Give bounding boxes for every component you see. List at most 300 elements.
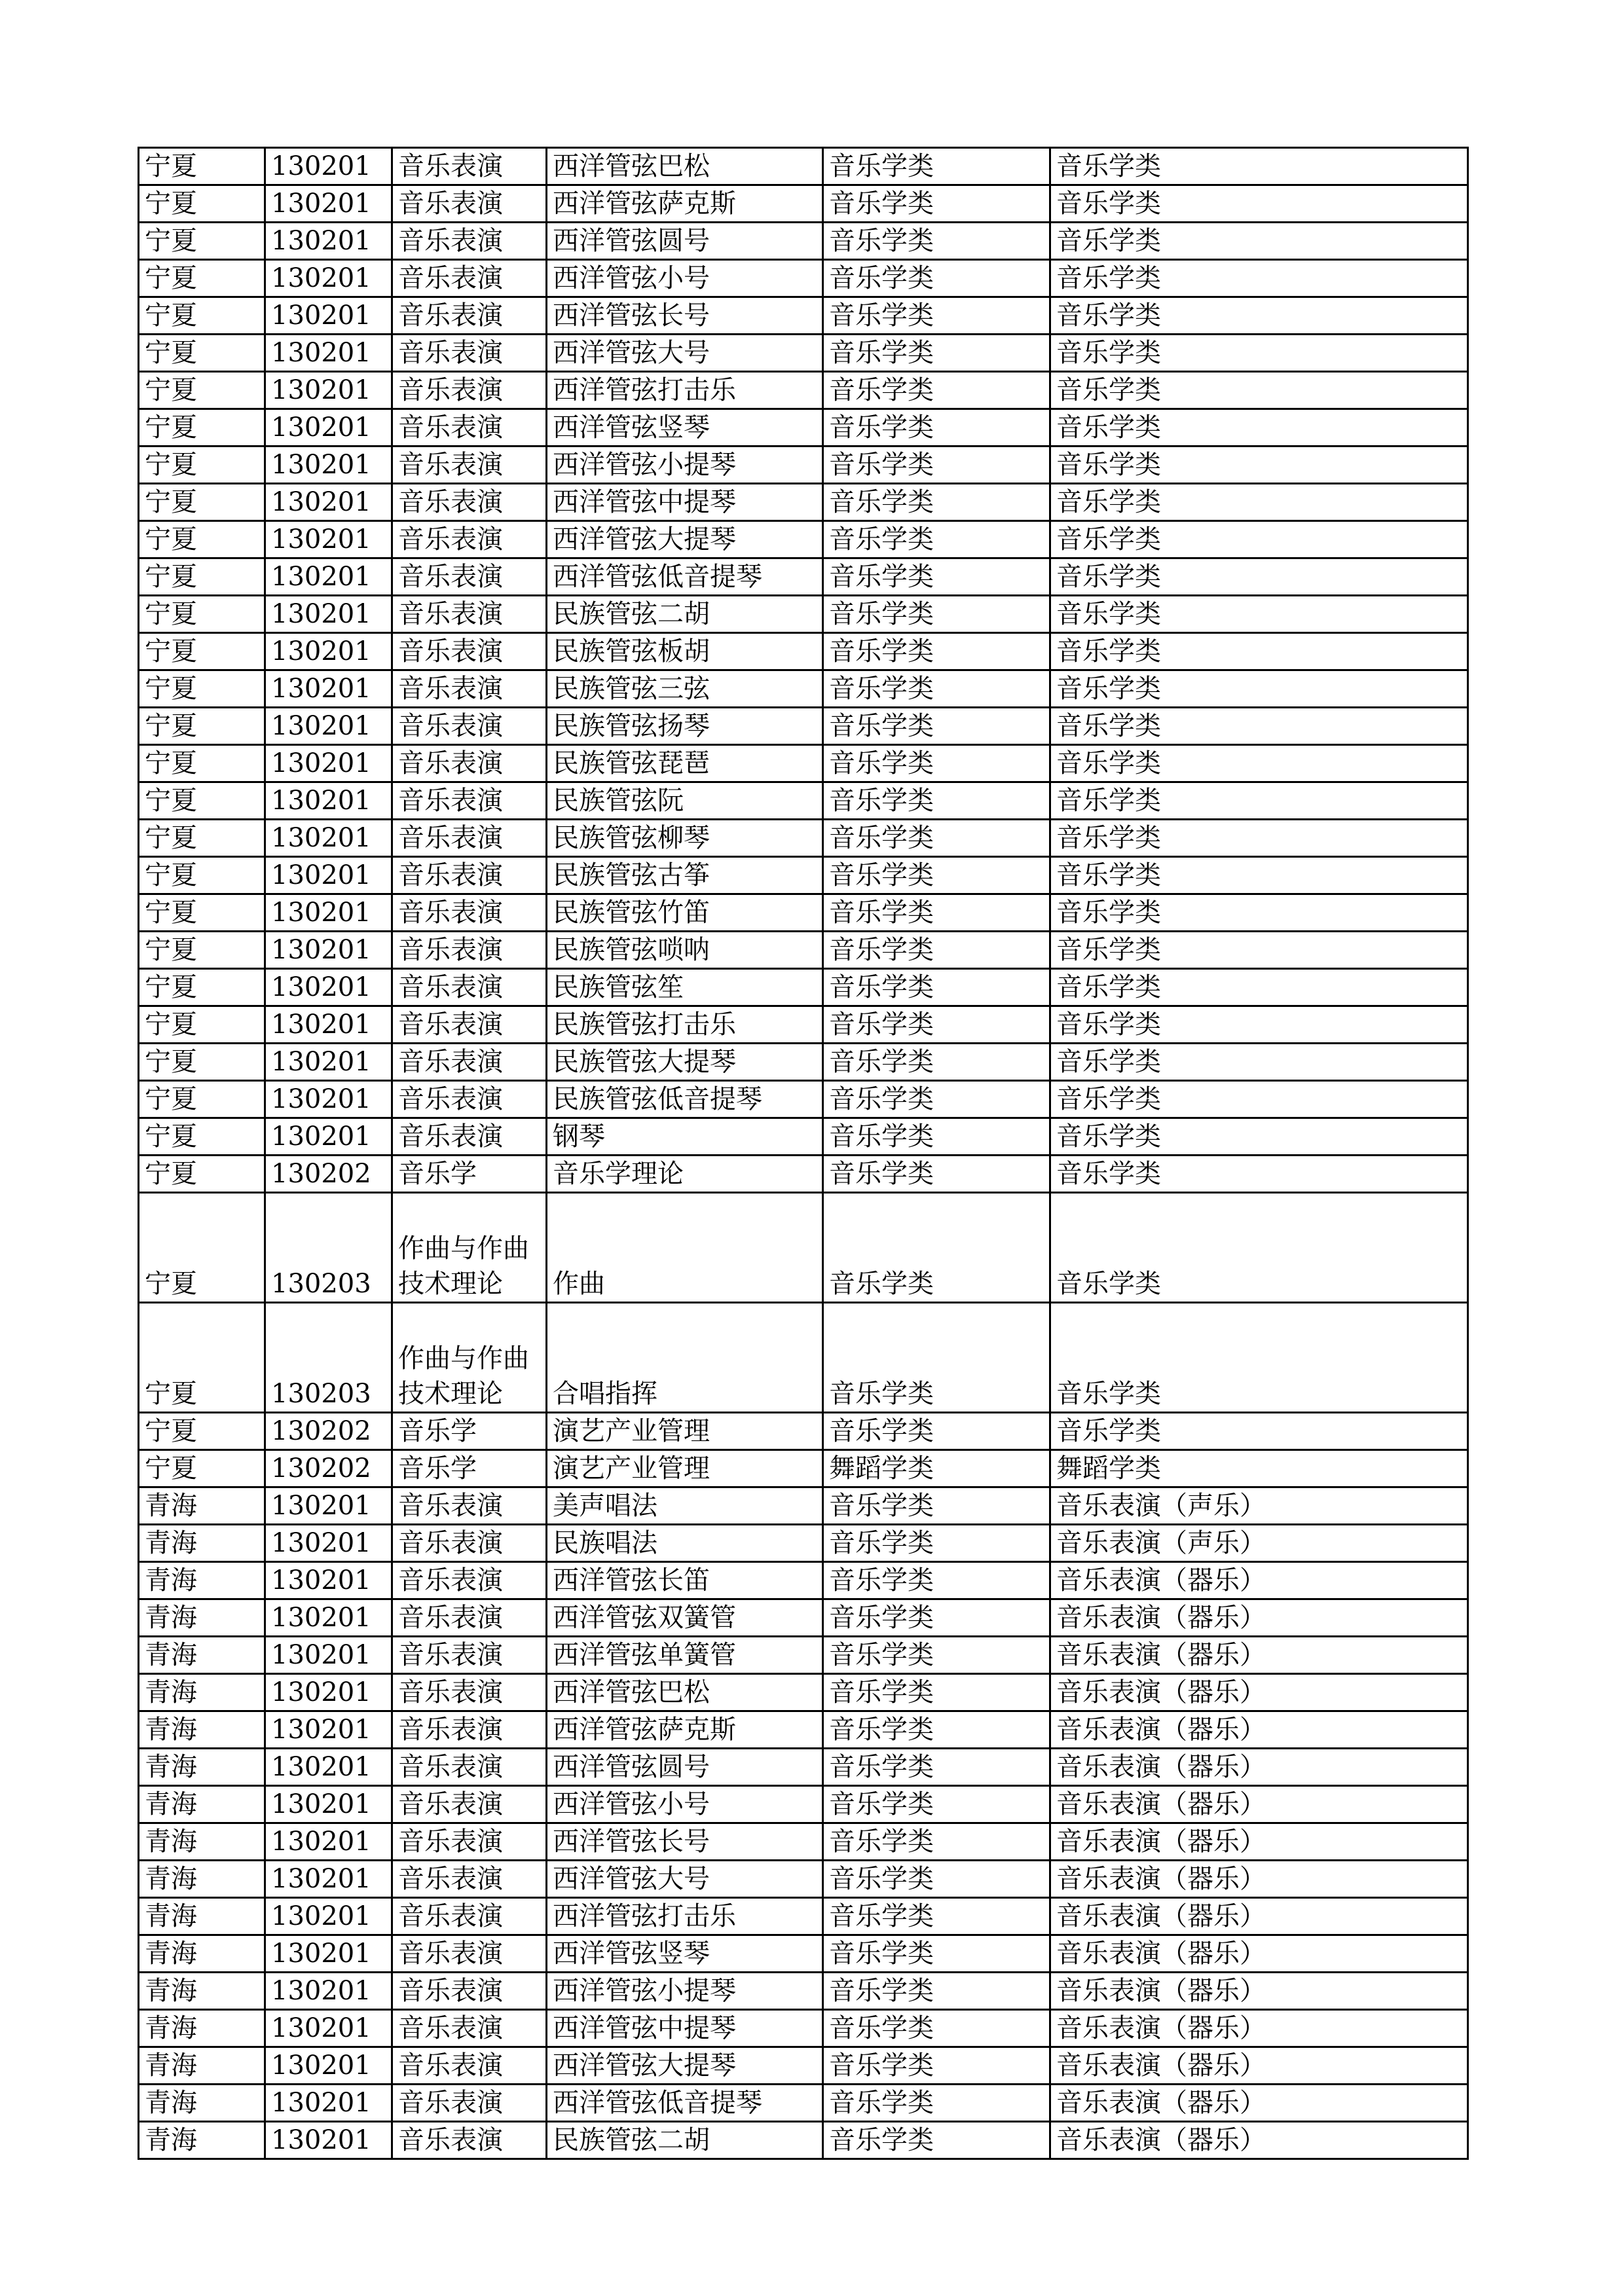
subject-category-cell: 音乐学类	[1050, 1081, 1468, 1118]
major-code-cell: 130201	[265, 2122, 392, 2159]
major-code-cell: 130202	[265, 1450, 392, 1487]
major-name-cell: 音乐学	[392, 1450, 547, 1487]
province-cell: 宁夏	[139, 745, 265, 782]
major-name-cell: 音乐表演	[392, 260, 547, 297]
major-name-cell: 音乐表演	[392, 1637, 547, 1674]
province-cell: 青海	[139, 1674, 265, 1711]
direction-cell: 西洋管弦长号	[547, 1823, 823, 1861]
category-cell: 音乐学类	[823, 1525, 1050, 1562]
major-code-cell: 130201	[265, 1749, 392, 1786]
direction-cell: 民族管弦大提琴	[547, 1044, 823, 1081]
category-cell: 音乐学类	[823, 633, 1050, 670]
major-name-cell: 音乐表演	[392, 1898, 547, 1935]
table-row	[139, 894, 1468, 932]
subject-category-cell: 音乐表演（器乐）	[1050, 1749, 1468, 1786]
direction-cell: 西洋管弦大提琴	[547, 521, 823, 558]
major-name-cell: 音乐表演	[392, 1786, 547, 1823]
province-cell: 宁夏	[139, 335, 265, 372]
province-cell: 青海	[139, 1487, 265, 1525]
subject-category-cell: 音乐学类	[1050, 1156, 1468, 1193]
direction-cell: 西洋管弦巴松	[547, 148, 823, 185]
major-name-cell: 音乐表演	[392, 409, 547, 446]
direction-cell: 西洋管弦打击乐	[547, 1898, 823, 1935]
major-code-cell: 130201	[265, 633, 392, 670]
direction-cell: 西洋管弦长笛	[547, 1562, 823, 1599]
category-cell: 音乐学类	[823, 969, 1050, 1006]
province-cell: 青海	[139, 1599, 265, 1637]
major-code-cell: 130201	[265, 335, 392, 372]
direction-cell: 美声唱法	[547, 1487, 823, 1525]
category-cell: 音乐学类	[823, 1156, 1050, 1193]
subject-category-cell: 音乐表演（声乐）	[1050, 1525, 1468, 1562]
category-cell: 音乐学类	[823, 1303, 1050, 1413]
major-name-cell: 音乐表演	[392, 670, 547, 708]
category-cell: 音乐学类	[823, 521, 1050, 558]
direction-cell: 演艺产业管理	[547, 1413, 823, 1450]
table-row	[139, 1786, 1468, 1823]
major-name-cell: 音乐表演	[392, 223, 547, 260]
subject-category-cell: 音乐学类	[1050, 372, 1468, 409]
major-name-cell: 音乐表演	[392, 1823, 547, 1861]
subject-category-cell: 音乐表演（器乐）	[1050, 1898, 1468, 1935]
major-code-cell: 130201	[265, 932, 392, 969]
table-row	[139, 372, 1468, 409]
category-cell: 音乐学类	[823, 782, 1050, 820]
direction-cell: 西洋管弦低音提琴	[547, 558, 823, 596]
major-name-cell: 音乐学	[392, 1156, 547, 1193]
subject-category-cell: 音乐表演（声乐）	[1050, 1487, 1468, 1525]
subject-category-cell: 音乐学类	[1050, 1303, 1468, 1413]
subject-category-cell: 音乐学类	[1050, 670, 1468, 708]
direction-cell: 民族管弦古筝	[547, 857, 823, 894]
major-name-cell: 音乐表演	[392, 297, 547, 335]
major-name-cell: 音乐表演	[392, 857, 547, 894]
major-code-cell: 130201	[265, 223, 392, 260]
category-cell: 音乐学类	[823, 1413, 1050, 1450]
direction-cell: 民族管弦板胡	[547, 633, 823, 670]
category-cell: 音乐学类	[823, 1599, 1050, 1637]
major-code-cell: 130201	[265, 484, 392, 521]
subject-category-cell: 音乐表演（器乐）	[1050, 1935, 1468, 1973]
table-row	[139, 969, 1468, 1006]
major-code-cell: 130201	[265, 1637, 392, 1674]
table-row	[139, 1487, 1468, 1525]
major-name-cell: 音乐表演	[392, 894, 547, 932]
major-name-cell: 音乐表演	[392, 969, 547, 1006]
major-name-cell: 音乐表演	[392, 335, 547, 372]
major-name-cell: 音乐表演	[392, 1044, 547, 1081]
direction-cell: 西洋管弦圆号	[547, 1749, 823, 1786]
subject-category-cell: 音乐表演（器乐）	[1050, 1861, 1468, 1898]
major-name-cell: 音乐表演	[392, 2122, 547, 2159]
major-code-cell: 130201	[265, 372, 392, 409]
category-cell: 舞蹈学类	[823, 1450, 1050, 1487]
major-code-cell: 130201	[265, 1487, 392, 1525]
category-cell: 音乐学类	[823, 1118, 1050, 1156]
province-cell: 宁夏	[139, 1081, 265, 1118]
category-cell: 音乐学类	[823, 558, 1050, 596]
major-name-cell: 音乐表演	[392, 1711, 547, 1749]
province-cell: 青海	[139, 1711, 265, 1749]
major-code-cell: 130201	[265, 782, 392, 820]
major-name-cell: 音乐表演	[392, 1562, 547, 1599]
subject-category-cell: 音乐表演（器乐）	[1050, 1562, 1468, 1599]
category-cell: 音乐学类	[823, 148, 1050, 185]
major-code-cell: 130201	[265, 1861, 392, 1898]
major-name-cell: 音乐表演	[392, 484, 547, 521]
table-row	[139, 1637, 1468, 1674]
major-code-cell: 130201	[265, 1044, 392, 1081]
category-cell: 音乐学类	[823, 1193, 1050, 1303]
direction-cell: 西洋管弦大提琴	[547, 2047, 823, 2085]
category-cell: 音乐学类	[823, 708, 1050, 745]
direction-cell: 西洋管弦单簧管	[547, 1637, 823, 1674]
table-row	[139, 558, 1468, 596]
province-cell: 青海	[139, 1823, 265, 1861]
province-cell: 宁夏	[139, 857, 265, 894]
table-row	[139, 2085, 1468, 2122]
subject-category-cell: 音乐学类	[1050, 969, 1468, 1006]
province-cell: 宁夏	[139, 782, 265, 820]
table-row	[139, 1044, 1468, 1081]
province-cell: 宁夏	[139, 1044, 265, 1081]
province-cell: 宁夏	[139, 446, 265, 484]
direction-cell: 西洋管弦小提琴	[547, 446, 823, 484]
category-cell: 音乐学类	[823, 2085, 1050, 2122]
major-name-cell: 音乐表演	[392, 558, 547, 596]
major-code-cell: 130201	[265, 670, 392, 708]
table-row	[139, 1973, 1468, 2010]
direction-cell: 西洋管弦竖琴	[547, 409, 823, 446]
province-cell: 宁夏	[139, 185, 265, 223]
direction-cell: 西洋管弦低音提琴	[547, 2085, 823, 2122]
category-cell: 音乐学类	[823, 1562, 1050, 1599]
category-cell: 音乐学类	[823, 223, 1050, 260]
province-cell: 青海	[139, 1935, 265, 1973]
table-row	[139, 446, 1468, 484]
subject-category-cell: 音乐表演（器乐）	[1050, 1973, 1468, 2010]
subject-category-cell: 音乐表演（器乐）	[1050, 2047, 1468, 2085]
direction-cell: 民族管弦二胡	[547, 2122, 823, 2159]
table-row	[139, 932, 1468, 969]
table-row	[139, 745, 1468, 782]
category-cell: 音乐学类	[823, 1006, 1050, 1044]
province-cell: 宁夏	[139, 1450, 265, 1487]
major-name-cell: 作曲与作曲技术理论	[392, 1193, 547, 1303]
subject-category-cell: 音乐学类	[1050, 1413, 1468, 1450]
category-cell: 音乐学类	[823, 1487, 1050, 1525]
province-cell: 宁夏	[139, 260, 265, 297]
major-name-cell: 音乐表演	[392, 820, 547, 857]
table-row	[139, 670, 1468, 708]
province-cell: 青海	[139, 1637, 265, 1674]
table-row	[139, 1525, 1468, 1562]
major-code-cell: 130201	[265, 1823, 392, 1861]
major-name-cell: 音乐表演	[392, 1935, 547, 1973]
major-code-cell: 130201	[265, 745, 392, 782]
province-cell: 青海	[139, 1562, 265, 1599]
table-row	[139, 1450, 1468, 1487]
direction-cell: 钢琴	[547, 1118, 823, 1156]
category-cell: 音乐学类	[823, 1898, 1050, 1935]
major-code-cell: 130201	[265, 148, 392, 185]
major-code-cell: 130202	[265, 1156, 392, 1193]
direction-cell: 西洋管弦双簧管	[547, 1599, 823, 1637]
category-cell: 音乐学类	[823, 894, 1050, 932]
direction-cell: 西洋管弦长号	[547, 297, 823, 335]
subject-category-cell: 音乐学类	[1050, 745, 1468, 782]
direction-cell: 西洋管弦打击乐	[547, 372, 823, 409]
category-cell: 音乐学类	[823, 2047, 1050, 2085]
table-row	[139, 1193, 1468, 1303]
subject-category-cell: 音乐学类	[1050, 820, 1468, 857]
category-cell: 音乐学类	[823, 1973, 1050, 2010]
table-row	[139, 185, 1468, 223]
data-table	[138, 147, 1469, 2160]
major-name-cell: 音乐表演	[392, 1749, 547, 1786]
major-code-cell: 130201	[265, 894, 392, 932]
direction-cell: 西洋管弦圆号	[547, 223, 823, 260]
major-name-cell: 音乐表演	[392, 596, 547, 633]
major-name-cell: 音乐表演	[392, 372, 547, 409]
major-name-cell: 音乐表演	[392, 708, 547, 745]
direction-cell: 西洋管弦巴松	[547, 1674, 823, 1711]
major-name-cell: 音乐表演	[392, 782, 547, 820]
province-cell: 青海	[139, 2010, 265, 2047]
major-code-cell: 130201	[265, 409, 392, 446]
subject-category-cell: 音乐学类	[1050, 335, 1468, 372]
major-name-cell: 音乐表演	[392, 2047, 547, 2085]
major-code-cell: 130201	[265, 446, 392, 484]
direction-cell: 西洋管弦中提琴	[547, 484, 823, 521]
subject-category-cell: 音乐学类	[1050, 409, 1468, 446]
major-code-cell: 130201	[265, 1935, 392, 1973]
major-name-cell: 音乐表演	[392, 633, 547, 670]
subject-category-cell: 音乐学类	[1050, 633, 1468, 670]
major-name-cell: 音乐表演	[392, 1861, 547, 1898]
direction-cell: 西洋管弦竖琴	[547, 1935, 823, 1973]
category-cell: 音乐学类	[823, 185, 1050, 223]
direction-cell: 民族管弦三弦	[547, 670, 823, 708]
major-code-cell: 130203	[265, 1303, 392, 1413]
direction-cell: 民族管弦竹笛	[547, 894, 823, 932]
province-cell: 宁夏	[139, 932, 265, 969]
table-row	[139, 2047, 1468, 2085]
table-row	[139, 1599, 1468, 1637]
province-cell: 宁夏	[139, 223, 265, 260]
table-row	[139, 820, 1468, 857]
table-row	[139, 335, 1468, 372]
direction-cell: 合唱指挥	[547, 1303, 823, 1413]
major-code-cell: 130201	[265, 260, 392, 297]
direction-cell: 民族管弦琵琶	[547, 745, 823, 782]
subject-category-cell: 音乐学类	[1050, 223, 1468, 260]
subject-category-cell: 音乐学类	[1050, 260, 1468, 297]
category-cell: 音乐学类	[823, 1786, 1050, 1823]
table-row	[139, 1081, 1468, 1118]
province-cell: 宁夏	[139, 1156, 265, 1193]
major-name-cell: 音乐表演	[392, 1118, 547, 1156]
province-cell: 青海	[139, 2085, 265, 2122]
subject-category-cell: 舞蹈学类	[1050, 1450, 1468, 1487]
subject-category-cell: 音乐学类	[1050, 1118, 1468, 1156]
table-row	[139, 1823, 1468, 1861]
subject-category-cell: 音乐学类	[1050, 484, 1468, 521]
major-code-cell: 130201	[265, 185, 392, 223]
province-cell: 宁夏	[139, 1303, 265, 1413]
subject-category-cell: 音乐学类	[1050, 782, 1468, 820]
table-row	[139, 148, 1468, 185]
table-row	[139, 633, 1468, 670]
major-code-cell: 130201	[265, 1525, 392, 1562]
direction-cell: 民族唱法	[547, 1525, 823, 1562]
category-cell: 音乐学类	[823, 2010, 1050, 2047]
major-name-cell: 音乐表演	[392, 185, 547, 223]
major-code-cell: 130201	[265, 708, 392, 745]
direction-cell: 西洋管弦小号	[547, 260, 823, 297]
table-row	[139, 1562, 1468, 1599]
major-code-cell: 130201	[265, 297, 392, 335]
major-name-cell: 音乐表演	[392, 1487, 547, 1525]
subject-category-cell: 音乐学类	[1050, 708, 1468, 745]
major-name-cell: 音乐表演	[392, 1599, 547, 1637]
subject-category-cell: 音乐表演（器乐）	[1050, 1637, 1468, 1674]
subject-category-cell: 音乐表演（器乐）	[1050, 1674, 1468, 1711]
major-code-cell: 130201	[265, 1973, 392, 2010]
province-cell: 宁夏	[139, 1006, 265, 1044]
subject-category-cell: 音乐学类	[1050, 932, 1468, 969]
major-code-cell: 130201	[265, 1786, 392, 1823]
subject-category-cell: 音乐表演（器乐）	[1050, 2122, 1468, 2159]
table-row	[139, 1711, 1468, 1749]
category-cell: 音乐学类	[823, 1044, 1050, 1081]
major-code-cell: 130201	[265, 2047, 392, 2085]
subject-category-cell: 音乐表演（器乐）	[1050, 1711, 1468, 1749]
subject-category-cell: 音乐学类	[1050, 558, 1468, 596]
subject-category-cell: 音乐表演（器乐）	[1050, 1599, 1468, 1637]
direction-cell: 西洋管弦萨克斯	[547, 1711, 823, 1749]
major-code-cell: 130201	[265, 857, 392, 894]
table-row	[139, 1861, 1468, 1898]
major-code-cell: 130201	[265, 596, 392, 633]
category-cell: 音乐学类	[823, 1081, 1050, 1118]
direction-cell: 作曲	[547, 1193, 823, 1303]
major-name-cell: 音乐表演	[392, 521, 547, 558]
direction-cell: 民族管弦唢呐	[547, 932, 823, 969]
province-cell: 宁夏	[139, 1413, 265, 1450]
subject-category-cell: 音乐表演（器乐）	[1050, 1786, 1468, 1823]
table-row	[139, 2122, 1468, 2159]
subject-category-cell: 音乐学类	[1050, 857, 1468, 894]
category-cell: 音乐学类	[823, 335, 1050, 372]
major-code-cell: 130201	[265, 1599, 392, 1637]
province-cell: 宁夏	[139, 409, 265, 446]
category-cell: 音乐学类	[823, 484, 1050, 521]
province-cell: 宁夏	[139, 484, 265, 521]
table-row	[139, 782, 1468, 820]
direction-cell: 民族管弦二胡	[547, 596, 823, 633]
province-cell: 青海	[139, 2122, 265, 2159]
table-row	[139, 409, 1468, 446]
subject-category-cell: 音乐表演（器乐）	[1050, 1823, 1468, 1861]
major-code-cell: 130201	[265, 1562, 392, 1599]
province-cell: 宁夏	[139, 148, 265, 185]
subject-category-cell: 音乐表演（器乐）	[1050, 2010, 1468, 2047]
direction-cell: 西洋管弦大号	[547, 1861, 823, 1898]
major-code-cell: 130202	[265, 1413, 392, 1450]
category-cell: 音乐学类	[823, 372, 1050, 409]
major-name-cell: 音乐表演	[392, 1973, 547, 2010]
province-cell: 青海	[139, 1786, 265, 1823]
table-row	[139, 1674, 1468, 1711]
table-row	[139, 2010, 1468, 2047]
category-cell: 音乐学类	[823, 1711, 1050, 1749]
province-cell: 青海	[139, 2047, 265, 2085]
major-name-cell: 音乐表演	[392, 1006, 547, 1044]
category-cell: 音乐学类	[823, 932, 1050, 969]
direction-cell: 西洋管弦小号	[547, 1786, 823, 1823]
category-cell: 音乐学类	[823, 1674, 1050, 1711]
category-cell: 音乐学类	[823, 1861, 1050, 1898]
major-name-cell: 音乐表演	[392, 1525, 547, 1562]
province-cell: 宁夏	[139, 1118, 265, 1156]
table-row	[139, 521, 1468, 558]
major-code-cell: 130201	[265, 1898, 392, 1935]
category-cell: 音乐学类	[823, 1749, 1050, 1786]
major-code-cell: 130201	[265, 1674, 392, 1711]
table-row	[139, 1118, 1468, 1156]
direction-cell: 民族管弦笙	[547, 969, 823, 1006]
subject-category-cell: 音乐学类	[1050, 446, 1468, 484]
major-code-cell: 130201	[265, 1711, 392, 1749]
table-row	[139, 1898, 1468, 1935]
province-cell: 青海	[139, 1749, 265, 1786]
category-cell: 音乐学类	[823, 1935, 1050, 1973]
subject-category-cell: 音乐表演（器乐）	[1050, 2085, 1468, 2122]
major-name-cell: 音乐表演	[392, 932, 547, 969]
major-code-cell: 130201	[265, 820, 392, 857]
province-cell: 宁夏	[139, 894, 265, 932]
major-code-cell: 130201	[265, 969, 392, 1006]
table-row	[139, 223, 1468, 260]
major-code-cell: 130201	[265, 1006, 392, 1044]
table-row	[139, 596, 1468, 633]
subject-category-cell: 音乐学类	[1050, 596, 1468, 633]
major-name-cell: 音乐表演	[392, 745, 547, 782]
category-cell: 音乐学类	[823, 857, 1050, 894]
category-cell: 音乐学类	[823, 260, 1050, 297]
subject-category-cell: 音乐学类	[1050, 1006, 1468, 1044]
direction-cell: 西洋管弦小提琴	[547, 1973, 823, 2010]
table-row	[139, 857, 1468, 894]
subject-category-cell: 音乐学类	[1050, 185, 1468, 223]
table-row	[139, 1303, 1468, 1413]
major-code-cell: 130201	[265, 1118, 392, 1156]
direction-cell: 民族管弦柳琴	[547, 820, 823, 857]
category-cell: 音乐学类	[823, 297, 1050, 335]
direction-cell: 民族管弦扬琴	[547, 708, 823, 745]
province-cell: 青海	[139, 1898, 265, 1935]
province-cell: 宁夏	[139, 969, 265, 1006]
province-cell: 宁夏	[139, 708, 265, 745]
subject-category-cell: 音乐学类	[1050, 148, 1468, 185]
direction-cell: 西洋管弦大号	[547, 335, 823, 372]
province-cell: 宁夏	[139, 1193, 265, 1303]
category-cell: 音乐学类	[823, 409, 1050, 446]
table-row	[139, 297, 1468, 335]
province-cell: 宁夏	[139, 372, 265, 409]
major-code-cell: 130203	[265, 1193, 392, 1303]
